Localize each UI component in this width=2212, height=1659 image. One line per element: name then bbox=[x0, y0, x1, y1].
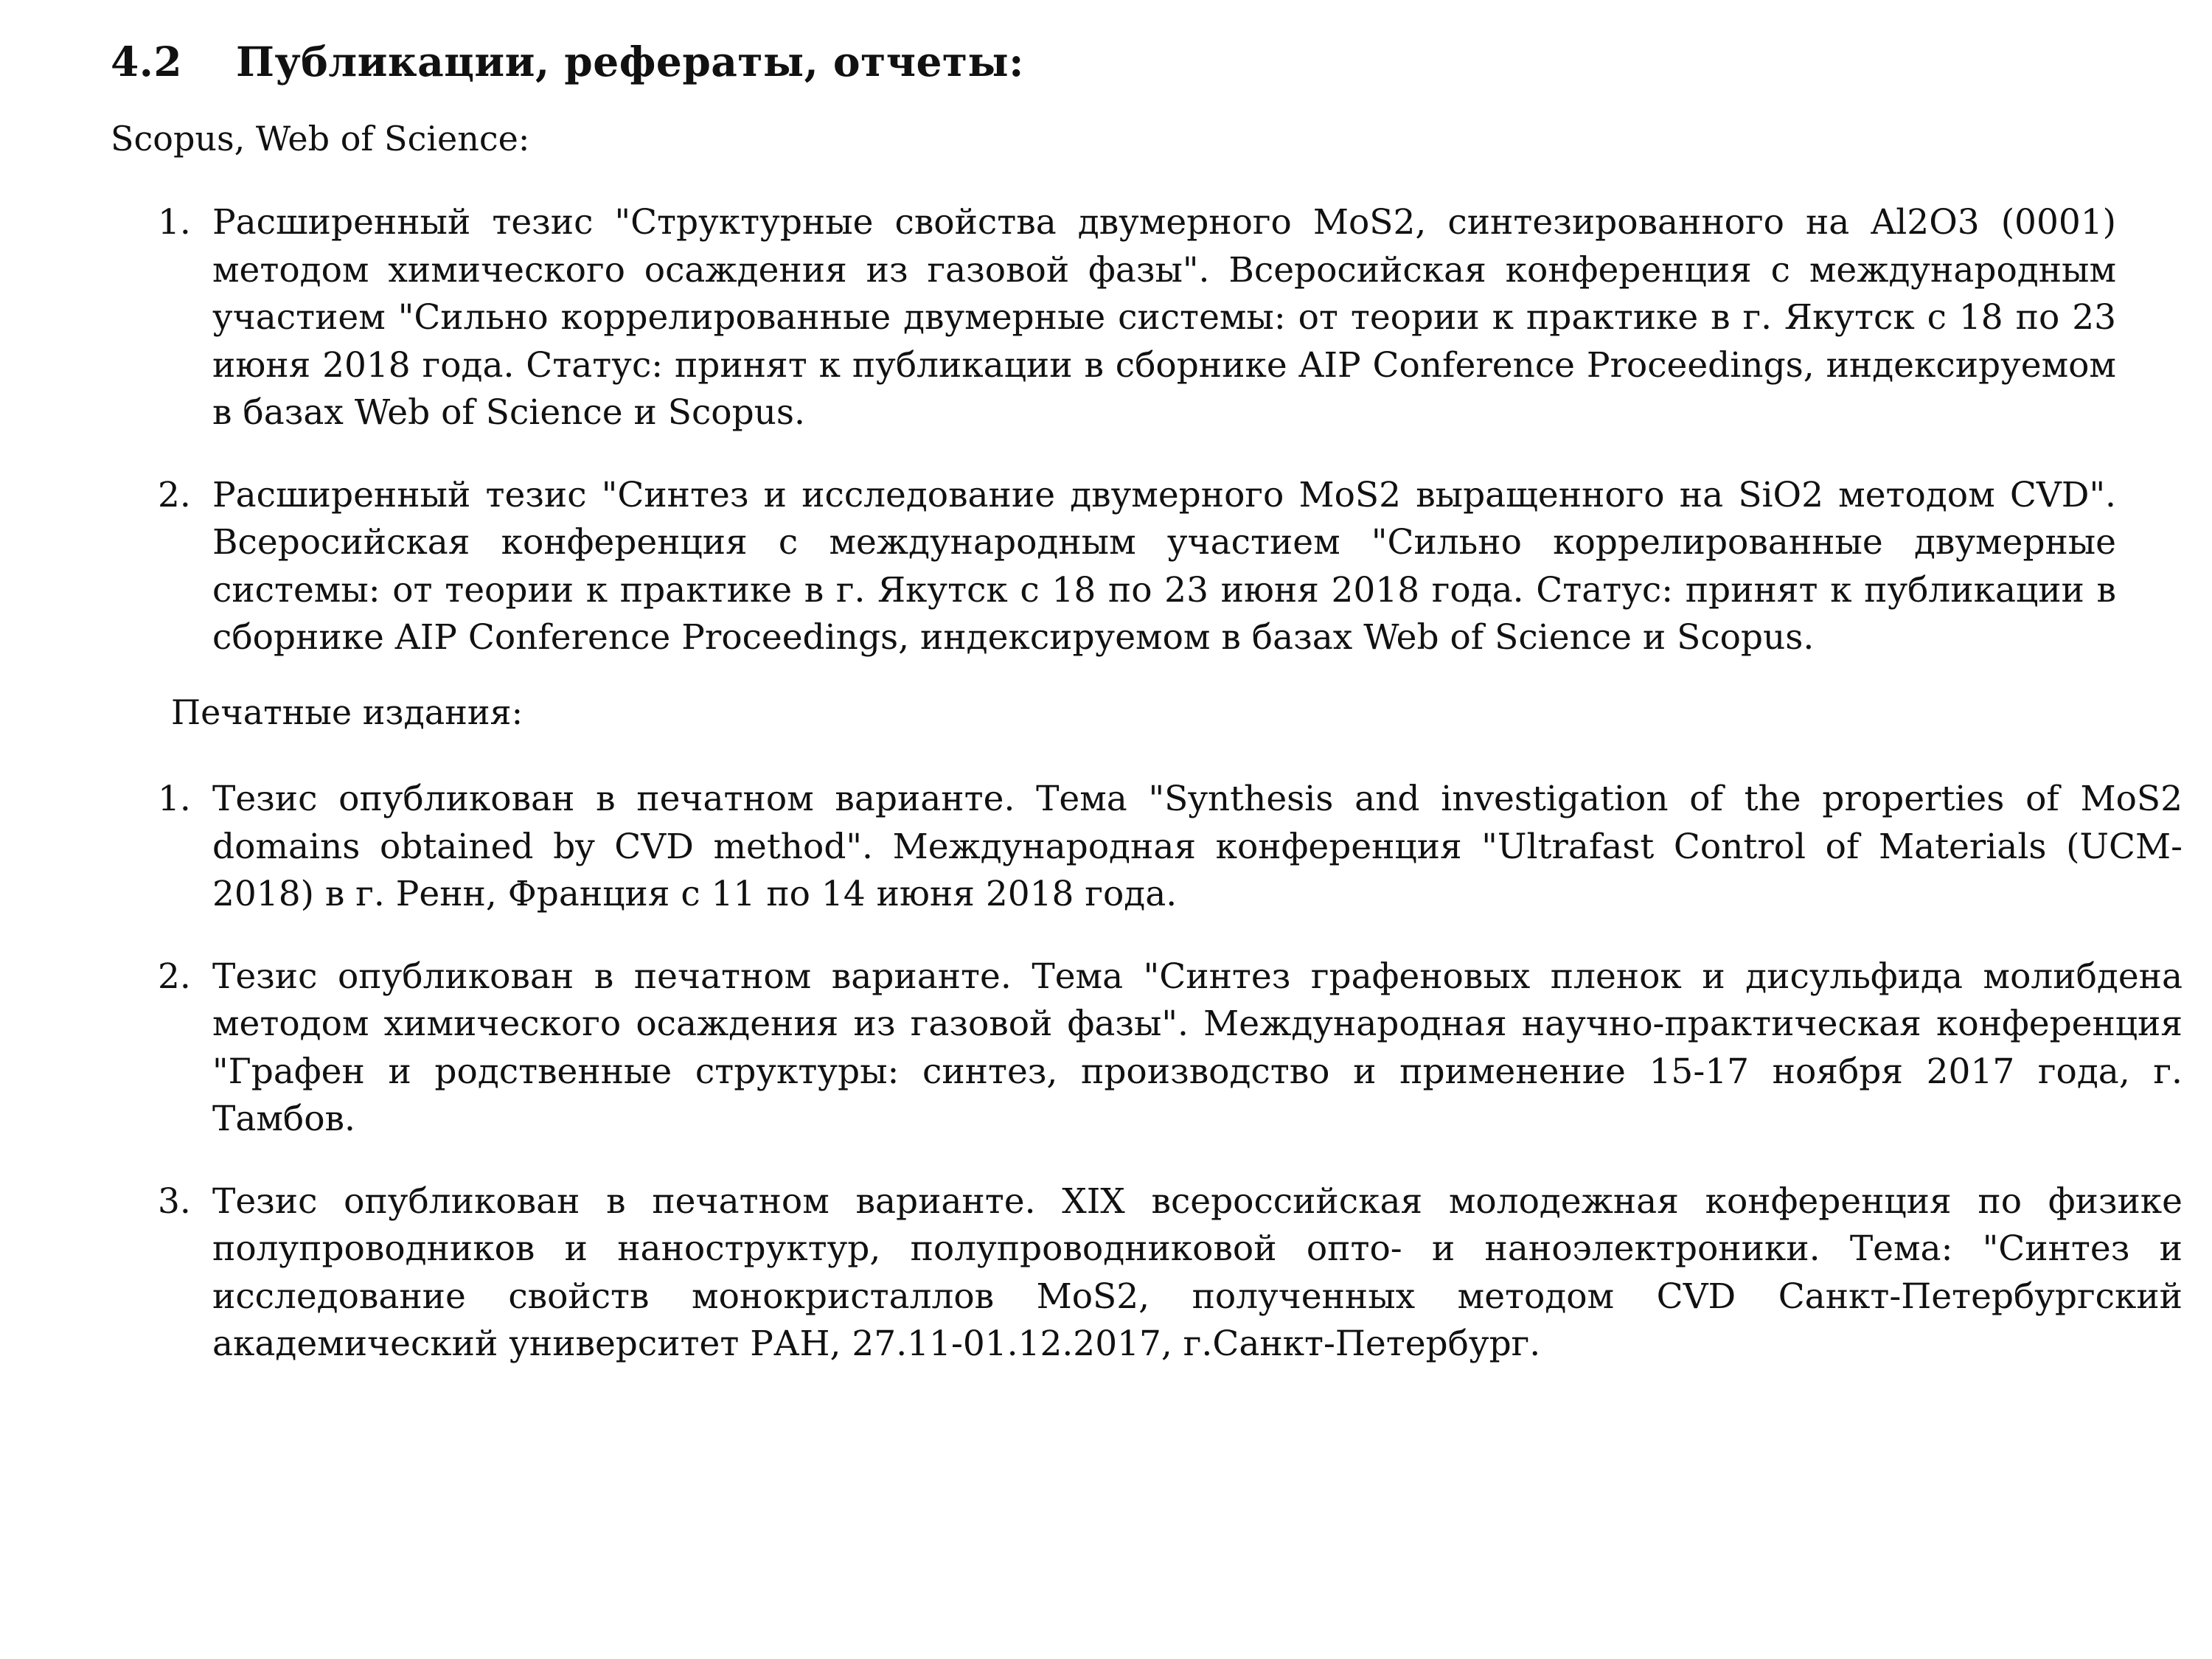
section-number: 4.2 bbox=[111, 38, 183, 86]
item-text: Тезис опубликован в печатном варианте. XIX всероссийская молодежная конференция по физике полупроводников и наноструктур, полупроводниковой опто- и наноэлектроники. Тема: "Синтез и исследование свойств монокристаллов MoS2, полученных методом CVD Санкт-Петербургский академический университет РАН, 27.11-01.12.2017, г.Санкт-Петербург. bbox=[212, 1180, 2183, 1364]
publication-item bbox=[158, 472, 2116, 662]
publication-item bbox=[158, 199, 2116, 437]
section-title: Публикации, рефераты, отчеты: bbox=[236, 38, 1024, 86]
item-number: 1. bbox=[158, 779, 191, 819]
scopus-publication-list bbox=[158, 199, 2116, 662]
item-number: 2. bbox=[158, 474, 191, 515]
publication-item bbox=[158, 1178, 2183, 1368]
publication-item bbox=[158, 953, 2183, 1144]
item-text: Тезис опубликован в печатном варианте. Тема "Synthesis and investigation of the properties of MoS2 domains obtained by CVD method". Международная конференция "Ultrafast Control of Materials (UCM-2018) в г. Ренн, Франция с 11 по 14 июня 2018 года. bbox=[212, 779, 2183, 914]
item-text: Расширенный тезис "Синтез и исследование двумерного MoS2 выращенного на SiO2 методом CVD". Всеросийская конференция с международным участием "Сильно коррелированные двумерные системы: от теории к практике в г. Якутск с 18 по 23 июня 2018 года. Статус: принят к публикации в сборнике AIP Conference Proceedings, индексируемом в базах Web of Science и Scopus. bbox=[212, 474, 2116, 658]
item-number: 3. bbox=[158, 1180, 191, 1222]
print-publication-list bbox=[158, 776, 2183, 1368]
section-heading bbox=[111, 35, 1024, 88]
item-number: 2. bbox=[158, 956, 191, 997]
item-text: Расширенный тезис "Структурные свойства двумерного MoS2, синтезированного на Al2O3 (0001) методом химического осаждения из газовой фазы". Всеросийская конференция с международным участием "Сильно коррелированные двумерные системы: от теории к практике в г. Якутск с 18 по 23 июня 2018 года. Статус: принят к публикации в сборнике AIP Conference Proceedings, индексируемом в базах Web of Science и Scopus. bbox=[212, 202, 2116, 433]
item-number: 1. bbox=[158, 202, 191, 243]
print-group-label: Печатные издания: bbox=[171, 692, 524, 732]
item-text: Тезис опубликован в печатном варианте. Тема "Синтез графеновых пленок и дисульфида молибдена методом химического осаждения из газовой фазы". Международная научно-практическая конференция "Графен и родственные структуры: синтез, производство и применение 15-17 ноября 2017 года, г. Тамбов. bbox=[212, 956, 2183, 1139]
scopus-group-label: Scopus, Web of Science: bbox=[111, 119, 530, 159]
publication-item bbox=[158, 776, 2183, 919]
